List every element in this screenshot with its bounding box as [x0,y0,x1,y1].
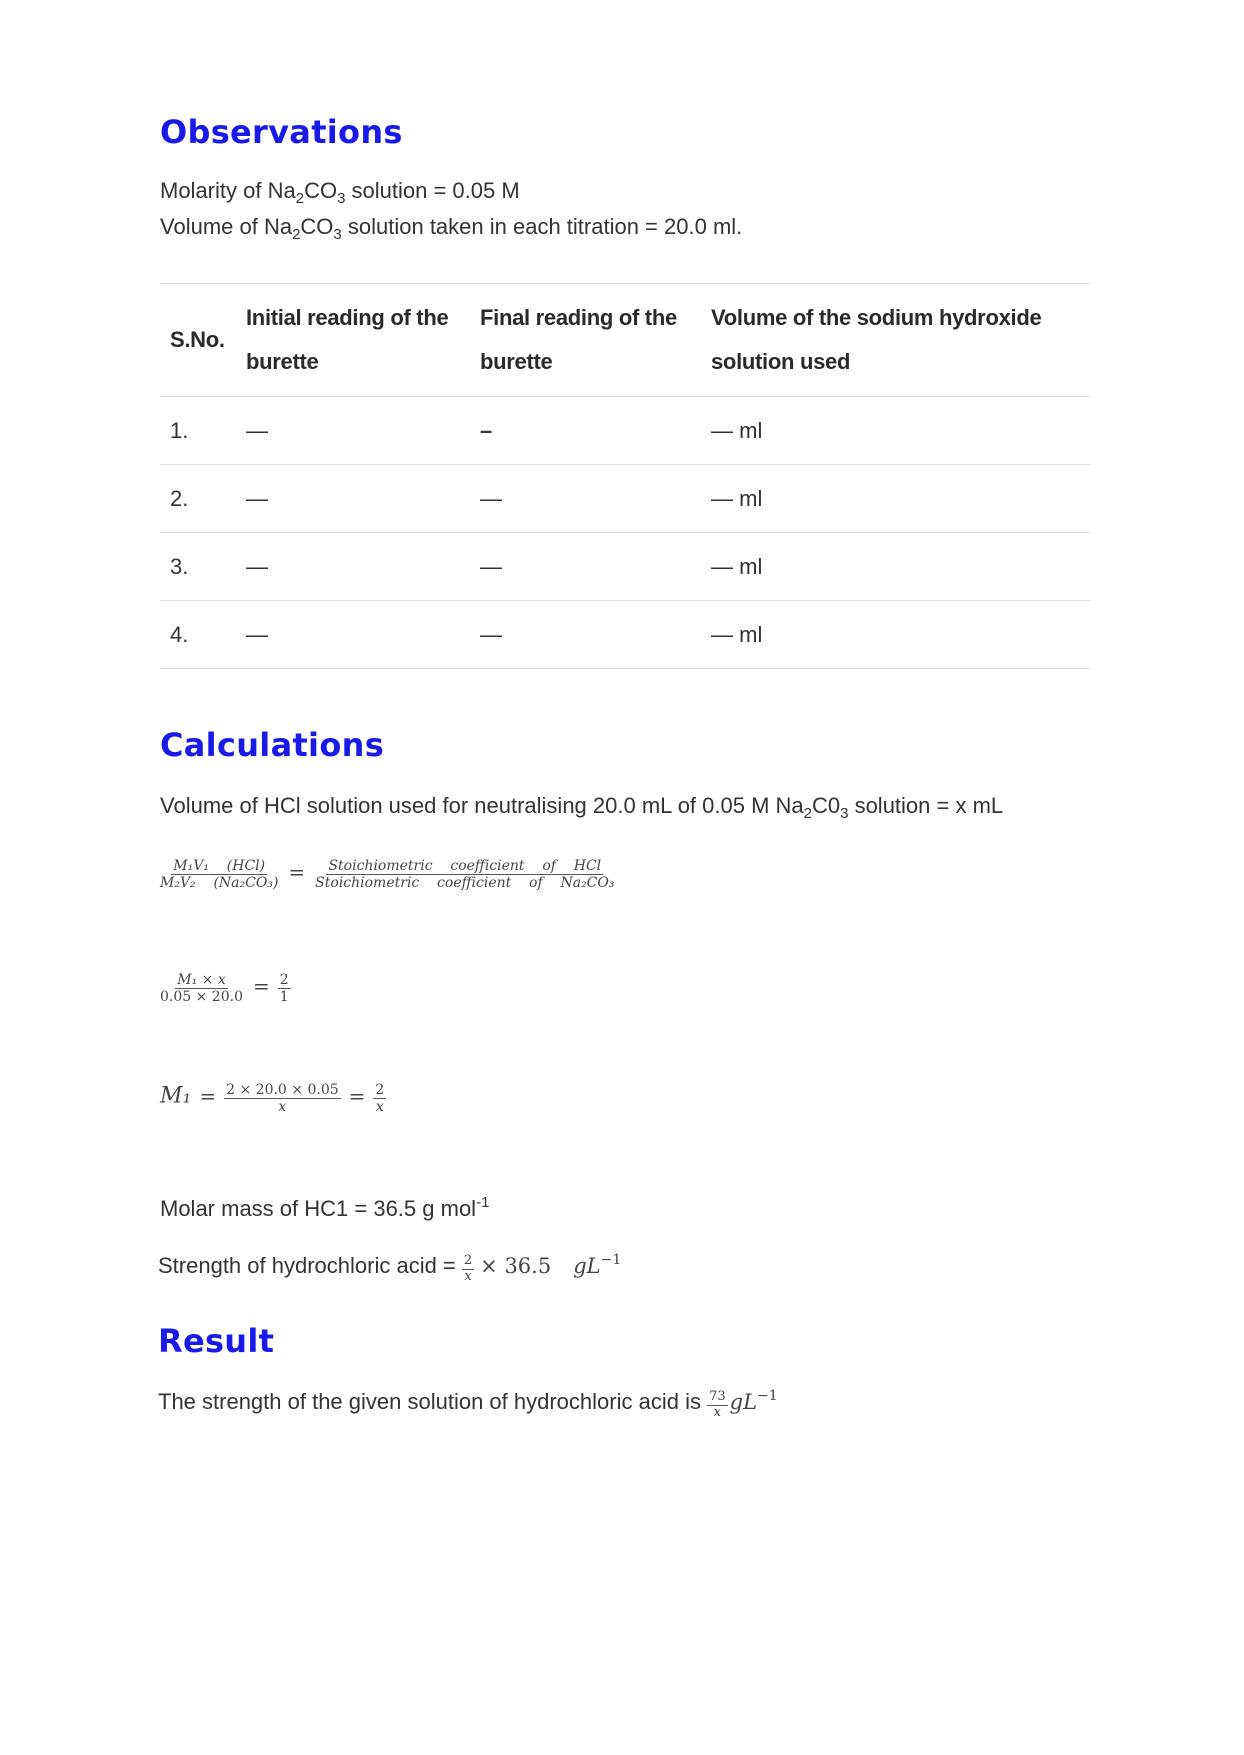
observation-table [160,283,1090,669]
volume-taken-line: Volume of $Na_2CO_3$ solution taken in each titration = 20.0 ml. [160,214,743,243]
rhs-fraction: $\frac{\text{Stoichiometric coefficient of HCl}}{\text{Stoichiometric coefficient of Na₂CO₃}}$ [315,858,615,892]
cell-initial: — [236,533,470,601]
cell-initial: — [236,465,470,533]
m1-equation: M₁ = $\frac{2 \times 20.0 \times 0.05}{x}$ = $\frac{2}{x}$ [160,1082,385,1116]
molarity-equation: $\frac{\text{M₁ × x}}{0.05 \times 20.0}$ = $\frac{2}{1}$ [160,972,289,1006]
cell-final: — [470,601,701,669]
header-volume-used: Volume of the sodium hydroxide solution used [701,284,1090,397]
observations-heading: Observations [160,113,403,151]
cell-sno: 3. [160,533,236,601]
table-header-row [160,284,1090,397]
cell-sno: 1. [160,397,236,465]
header-sno: S.No. [160,284,236,397]
header-initial-reading: Initial reading of the burette [236,284,470,397]
cell-volume: — ml [701,397,1090,465]
cell-volume: — ml [701,465,1090,533]
table-row [160,397,1090,465]
cell-initial: — [236,397,470,465]
cell-sno: 4. [160,601,236,669]
calculations-heading: Calculations [160,726,385,764]
cell-final: — [470,533,701,601]
cell-initial: — [236,601,470,669]
cell-volume: — ml [701,601,1090,669]
table-row [160,465,1090,533]
strength-line: Strength of hydrochloric acid = $\frac{2}{x}$ × 36.5 $gL^{-1}$ [158,1252,622,1284]
cell-final: — [470,465,701,533]
table-row [160,533,1090,601]
result-heading: Result [158,1322,275,1360]
header-final-reading: Final reading of the burette [470,284,701,397]
cell-sno: 2. [160,465,236,533]
molarity-line: Molarity of $Na_2CO_3$ solution = 0.05 M [160,178,520,207]
lhs-fraction: $\frac{\text{M₁V₁ (HCl)}}{\text{M₂V₂ (Na₂CO₃)}}$ [160,858,279,892]
result-line: The strength of the given solution of hydrochloric acid is $\frac{73}{x}$ $gL^{-1}$ [158,1388,778,1420]
stoichiometry-equation: $\frac{\text{M₁V₁ (HCl)}}{\text{M₂V₂ (Na₂CO₃)}}$ = $\frac{\text{Stoichiometric coefficient of HCl}}{\text{Stoichiometric coefficient of Na₂CO₃}}$ [160,858,615,892]
table-row [160,601,1090,669]
hcl-volume-line: Volume of HCl solution used for neutralising 20.0 mL of 0.05 M $Na_2C0_3$ solution = x mL [160,793,1004,822]
cell-volume: — ml [701,533,1090,601]
molar-mass-line: Molar mass of HC1 = 36.5 g mol$^{-1}$ [160,1194,490,1221]
cell-final: – [470,397,701,465]
